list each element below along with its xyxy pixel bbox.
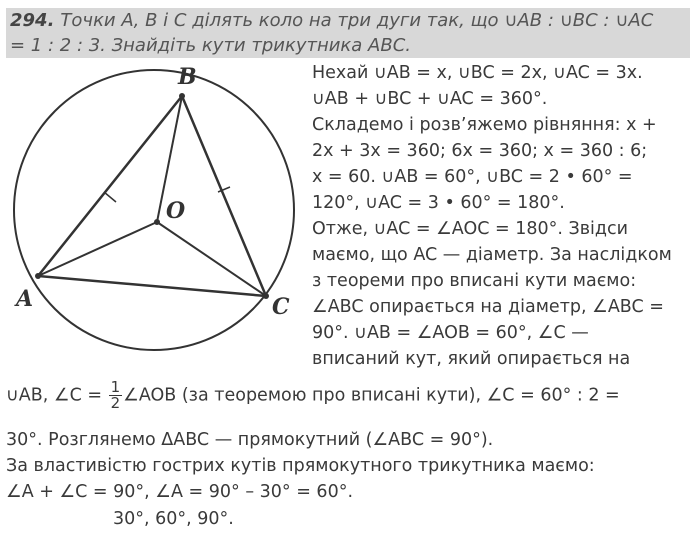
- fraction-line-before: ∪AB, ∠C =: [6, 385, 108, 406]
- fraction-numerator: 1: [110, 378, 121, 396]
- label-c: C: [272, 294, 290, 320]
- solution-line: ∠A + ∠C = 90°, ∠A = 90° – 30° = 60°.: [6, 482, 354, 502]
- vertex-c-dot: [263, 293, 269, 299]
- triangle-abc: [38, 96, 266, 296]
- label-a: A: [16, 286, 34, 312]
- circumcircle: [14, 70, 294, 350]
- circle-triangle-figure: [4, 62, 304, 352]
- vertex-a-dot: [35, 273, 41, 279]
- tick-mark-ab: [104, 192, 116, 202]
- solution-line: Нехай ∪AB = x, ∪BC = 2x, ∪AC = 3x.: [312, 63, 643, 83]
- fraction-denominator: 2: [110, 394, 121, 412]
- problem-text-line-2: = 1 : 2 : 3. Знайдіть кути трикутника ABC.: [10, 35, 412, 56]
- solution-line: ∠ABC опирається на діаметр, ∠ABC =: [312, 297, 664, 317]
- solution-line: маємо, що AC — діаметр. За наслідком: [312, 245, 672, 265]
- center-o-dot: [154, 219, 160, 225]
- problem-text-line-1: Точки А, В і С ділять коло на три дуги так, що ∪AB : ∪BC : ∪AC: [60, 10, 654, 31]
- answer: 30°, 60°, 90°.: [113, 509, 234, 529]
- solution-line: вписаний кут, який опирається на: [312, 349, 631, 369]
- vertex-b-dot: [179, 93, 185, 99]
- solution-line: 2x + 3x = 360; 6x = 360; x = 360 : 6;: [312, 141, 648, 161]
- label-o: O: [166, 198, 186, 224]
- solution-line: За властивістю гострих кутів прямокутного трикутника маємо:: [6, 456, 595, 476]
- solution-line: Отже, ∪AC = ∠AOC = 180°. Звідси: [312, 219, 629, 239]
- label-b: B: [178, 64, 197, 90]
- fraction-line-after: ∠AOB (за теоремою про вписані кути), ∠C = 60° : 2 =: [123, 385, 620, 406]
- solution-line: Складемо і розв’яжемо рівняння: x +: [312, 115, 657, 135]
- problem-statement: [6, 8, 690, 58]
- solution-line: 90°. ∪AB = ∠AOB = 60°, ∠C —: [312, 323, 589, 343]
- solution-line: x = 60. ∪AB = 60°, ∪BC = 2 • 60° =: [312, 167, 633, 187]
- solution-line: 30°. Розглянемо ΔABC — прямокутний (∠ABC = 90°).: [6, 430, 494, 450]
- problem-number: 294.: [10, 10, 55, 31]
- one-half-fraction: [109, 380, 123, 411]
- solution-fraction-line: [6, 380, 620, 411]
- radius-oa: [38, 222, 157, 276]
- solution-line: з теореми про вписані кути маємо:: [312, 271, 637, 291]
- solution-line: ∪AB + ∪BC + ∪AC = 360°.: [312, 89, 548, 109]
- solution-line: 120°, ∪AC = 3 • 60° = 180°.: [312, 193, 565, 213]
